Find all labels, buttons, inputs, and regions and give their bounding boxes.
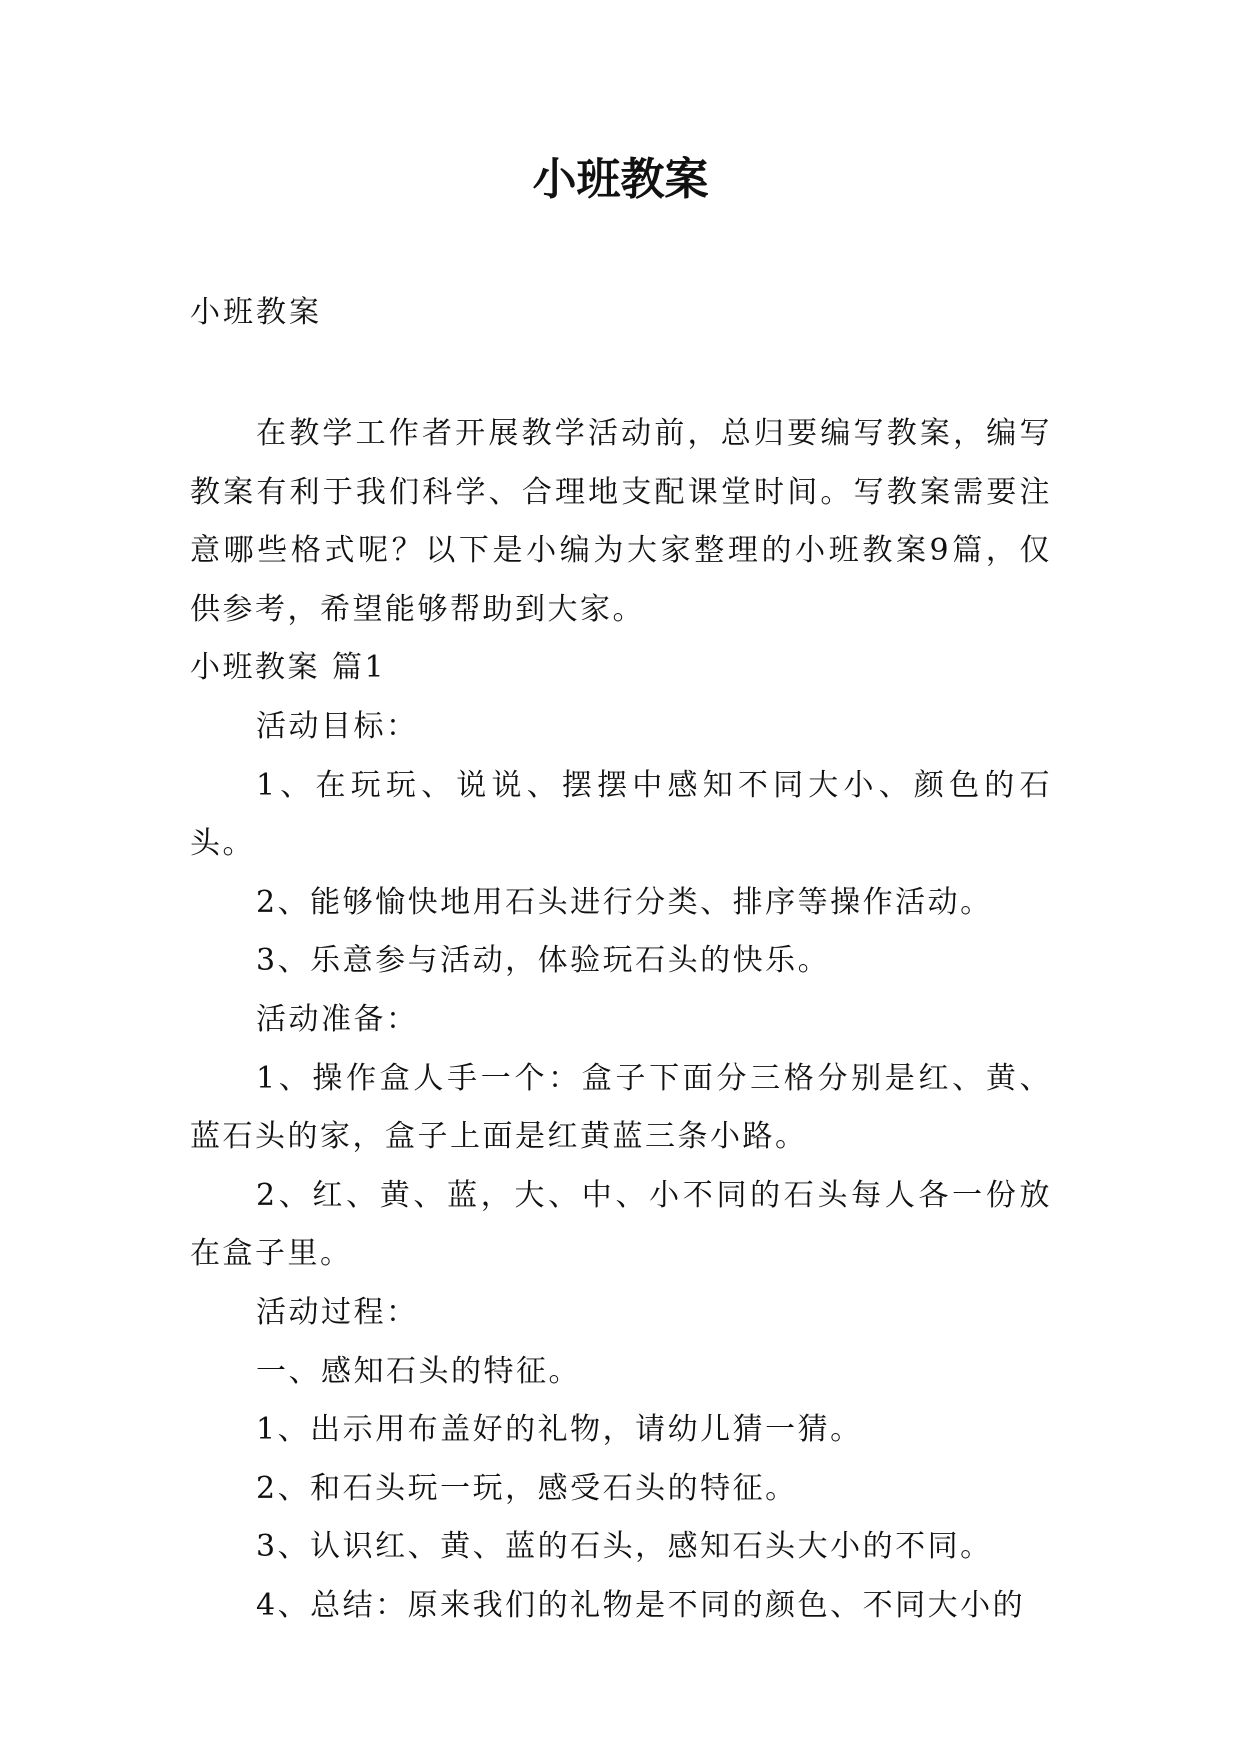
process-item: 2、和石头玩一玩，感受石头的特征。 xyxy=(256,1470,798,1506)
goal-item: 2、能够愉快地用石头进行分类、排序等操作活动。 xyxy=(256,884,993,920)
goal-item: 1、在玩玩、说说、摆摆中感知不同大小、颜色的石头。 xyxy=(190,767,1052,862)
process-heading: 活动过程： xyxy=(256,1294,419,1330)
prep-item: 2、红、黄、蓝，大、中、小不同的石头每人各一份放在盒子里。 xyxy=(190,1177,1052,1272)
document-body xyxy=(190,405,1052,1635)
prep-heading: 活动准备： xyxy=(256,1001,419,1037)
process-step: 一、感知石头的特征。 xyxy=(256,1353,581,1389)
section-heading: 小班教案 篇1 xyxy=(190,650,387,686)
document-title: 小班教案 xyxy=(532,154,709,205)
process-item: 4、总结：原来我们的礼物是不同的颜色、不同大小的 xyxy=(256,1587,1026,1623)
prep-item: 1、操作盒人手一个：盒子下面分三格分别是红、黄、蓝石头的家，盒子上面是红黄蓝三条小路。 xyxy=(190,1060,1052,1155)
goal-item: 3、乐意参与活动，体验玩石头的快乐。 xyxy=(256,943,831,979)
process-item: 1、出示用布盖好的礼物，请幼儿猜一猜。 xyxy=(256,1412,863,1448)
intro-paragraph: 在教学工作者开展教学活动前，总归要编写教案，编写教案有利于我们科学、合理地支配课堂时间。写教案需要注意哪些格式呢？以下是小编为大家整理的小班教案9篇，仅供参考，希望能够帮助到大家。 xyxy=(190,416,1052,627)
document-subtitle: 小班教案 xyxy=(190,295,322,330)
process-item: 3、认识红、黄、蓝的石头，感知石头大小的不同。 xyxy=(256,1529,993,1565)
goals-heading: 活动目标： xyxy=(256,708,419,744)
